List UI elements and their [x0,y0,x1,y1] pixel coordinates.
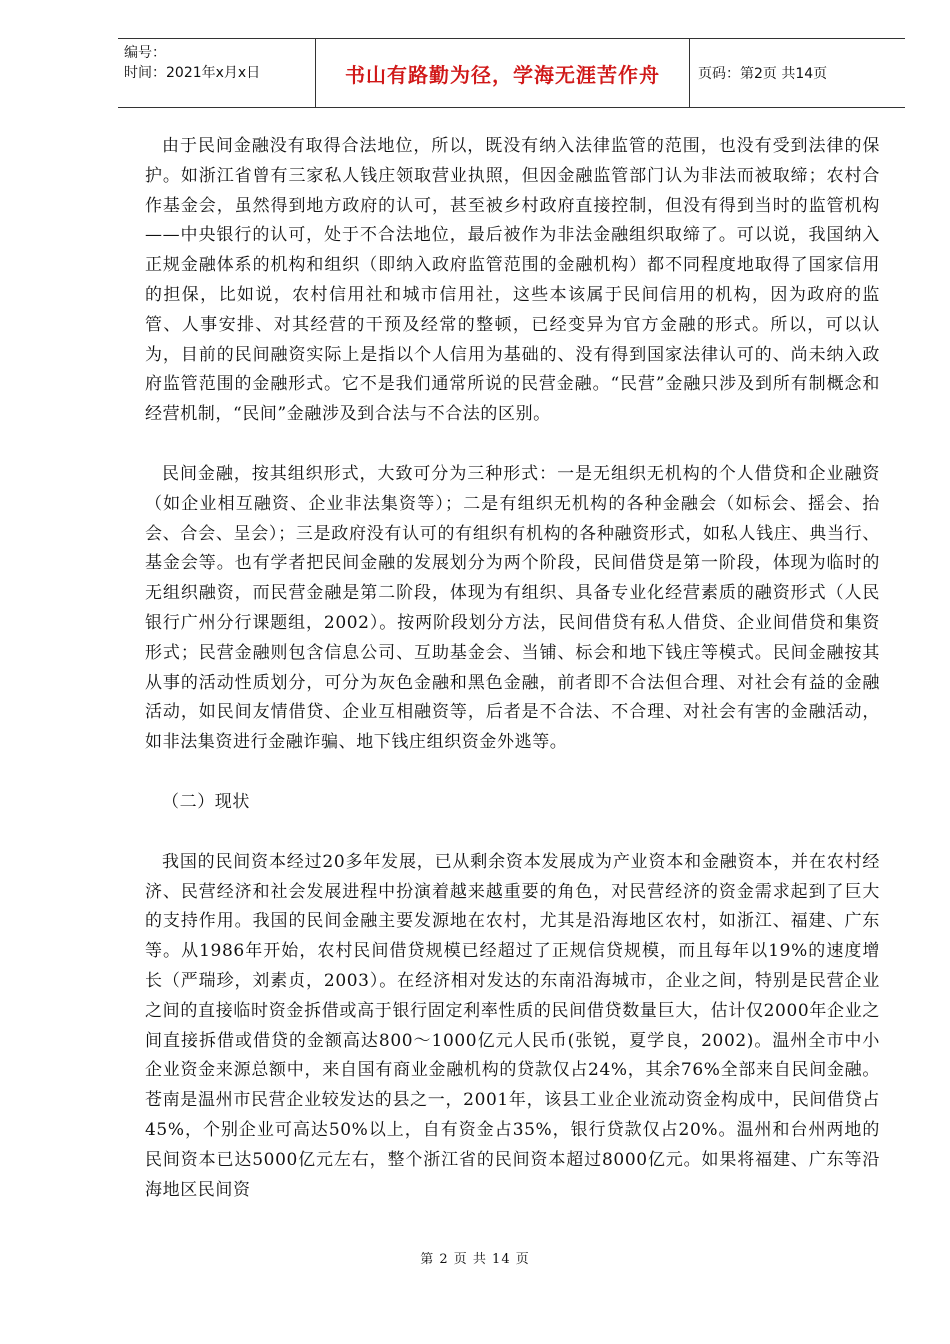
footer-page-number: 第 2 页 共 14 页 [420,1252,530,1267]
body-paragraph-3: 我国的民间资本经过20多年发展，已从剩余资本发展成为产业资本和金融资本，并在农村经济、民营经济和社会发展进程中扮演着越来越重要的角色，对民营经济的资金需求起到了巨大的支持作用。我国的民间金融主要发源地在农村，尤其是沿海地区农村，如浙江、福建、广东等。从1986年开始，农村民间借贷规模已经超过了正规信贷规模，而且每年以19%的速度增长（严瑞珍，刘素贞，2003）。在经济相对发达的东南沿海城市，企业之间，特别是民营企业之间的直接临时资金拆借或高于银行固定利率性质的民间借贷数量巨大，估计仅2000年企业之间直接拆借或借贷的金额高达800～1000亿元人民币(张锐，夏学良，2002)。温州全市中小企业资金来源总额中，来自国有商业金融机构的贷款仅占24%，其余76%全部来自民间金融。苍南是温州市民营企业较发达的县之一，2001年，该县工业企业流动资金构成中，民间借贷占45%，个别企业可高达50%以上，自有资金占35%，银行贷款仅占20%。温州和台州两地的民间资本已达5000亿元左右，整个浙江省的民间资本超过8000亿元。如果将福建、广东等沿海地区民间资 [145,851,880,1200]
document-time-label: 时间：2021年x月x日 [124,65,261,81]
document-body [145,132,880,1205]
header-meta [118,39,316,107]
body-paragraph-1: 由于民间金融没有取得合法地位，所以，既没有纳入法律监管的范围，也没有受到法律的保护。如浙江省曾有三家私人钱庄领取营业执照，但因金融监管部门认为非法而被取缔；农村合作基金会，虽然得到地方政府的认可，甚至被乡村政府直接控制，但没有得到当时的监管机构——中央银行的认可，处于不合法地位，最后被作为非法金融组织取缔了。可以说，我国纳入正规金融体系的机构和组织（即纳入政府监管范围的金融机构）都不同程度地取得了国家信用的担保，比如说，农村信用社和城市信用社，这些本该属于民间信用的机构，因为政府的监管、人事安排、对其经营的干预及经常的整顿，已经变异为官方金融的形式。所以，可以认为，目前的民间融资实际上是指以个人信用为基础的、没有得到国家法律认可的、尚未纳入政府监管范围的金融形式。它不是我们通常所说的民营金融。“民营”金融只涉及到所有制概念和经营机制，“民间”金融涉及到合法与不合法的区别。 [145,136,880,425]
document-number-label: 编号： [124,45,166,61]
section-heading: （二）现状 [162,791,250,812]
page-footer [0,1248,950,1267]
header-motto: 书山有路勤为径，学海无涯苦作舟 [316,39,690,107]
header-page-number: 页码：第2页 共14页 [698,66,828,82]
page-header [118,38,905,108]
body-paragraph-2: 民间金融，按其组织形式，大致可分为三种形式：一是无组织无机构的个人借贷和企业融资（如企业相互融资、企业非法集资等）；二是有组织无机构的各种金融会（如标会、摇会、抬会、合会、呈会）；三是政府没有认可的有组织有机构的各种融资形式，如私人钱庄、典当行、基金会等。也有学者把民间金融的发展划分为两个阶段，民间借贷是第一阶段，体现为临时的无组织融资，而民营金融是第二阶段，体现为有组织、具备专业化经营素质的融资形式（人民银行广州分行课题组，2002）。按两阶段划分方法，民间借贷有私人借贷、企业间借贷和集资形式；民营金融则包含信息公司、互助基金会、当铺、标会和地下钱庄等模式。民间金融按其从事的活动性质划分，可分为灰色金融和黑色金融，前者即不合法但合理、对社会有益的金融活动，如民间友情借贷、企业互相融资等，后者是不合法、不合理、对社会有害的金融活动，如非法集资进行金融诈骗、地下钱庄组织资金外逃等。 [145,463,880,753]
